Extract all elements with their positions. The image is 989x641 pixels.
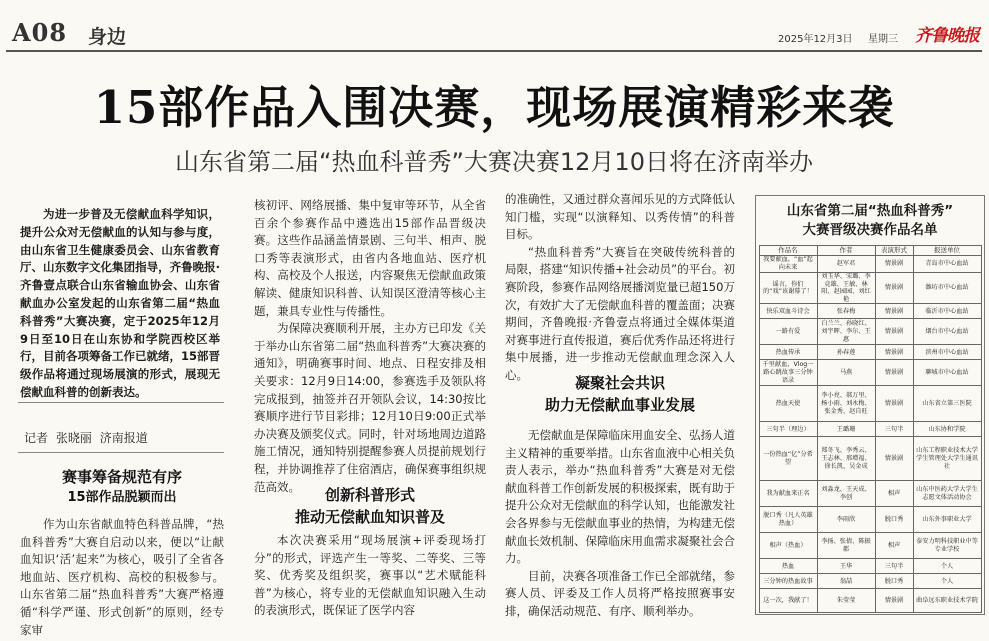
article-column-c xyxy=(505,191,735,385)
cell-work: 热血传承 xyxy=(759,345,817,360)
table-row xyxy=(759,533,981,559)
table-row xyxy=(759,386,981,422)
weekday: 星期三 xyxy=(868,34,898,45)
cell-form: 情景剧 xyxy=(875,345,913,360)
top-rule xyxy=(6,50,982,52)
cell-author: 刘淼龙、王天成、李创 xyxy=(817,481,875,507)
byline-reporter: 张晓丽 xyxy=(55,431,92,445)
header-work: 作品名 xyxy=(759,246,817,256)
cell-work: 谣言，你们的“戏”该谢幕了！ xyxy=(759,273,817,304)
cell-author: 郑冬飞、李秀云、王志林、邢增福、徐长凯、吴金成 xyxy=(817,437,875,481)
finalist-list-title xyxy=(756,202,984,240)
lead-paragraph xyxy=(20,206,220,402)
cell-form: 三句半 xyxy=(875,422,913,437)
table-row xyxy=(759,422,981,437)
section-2-title: 创新科普形式 xyxy=(324,486,415,504)
cell-form: 情景剧 xyxy=(875,360,913,386)
cell-author: 马燕 xyxy=(817,360,875,386)
cell-form: 情景剧 xyxy=(875,256,913,273)
cell-form: 脱口秀 xyxy=(875,574,913,589)
cell-work: 我要献血，“血”起向未来 xyxy=(759,256,817,273)
cell-form: 情景剧 xyxy=(875,319,913,345)
cell-author: 李小亮、郝万里、杨小雨、刘永梅、张金秀、赵自旺 xyxy=(817,386,875,422)
cell-work: 我为献血来正名 xyxy=(759,481,817,507)
cell-author: 王璐珊 xyxy=(817,422,875,437)
cell-unit: 山东中医药大学大学生志愿文体活动协会 xyxy=(913,481,981,507)
lead-rule xyxy=(18,402,224,403)
table-row xyxy=(759,589,981,613)
section-1-subtitle: 15部作品脱颖而出 xyxy=(67,490,177,505)
cell-work: 快乐双血斗诗会 xyxy=(759,304,817,319)
column-b-paragraph-1: 核初评、网络展播、集中复审等环节，从全省百余个参赛作品中遴选出15部作品晋级决赛。这些作品涵盖情景剧、三句半、相声、脱口秀等表演形式，由省内各地血站、医疗机构、高校及个人报送，内容聚焦无偿献血政策解读、健康知识科普、认知误区澄清等核心主题，兼具专业性与传播性。 xyxy=(254,198,486,318)
cell-form: 情景剧 xyxy=(875,273,913,304)
header-form: 表演形式 xyxy=(875,246,913,256)
cell-form: 情景剧 xyxy=(875,304,913,319)
finalist-list-title-line-2: 大赛晋级决赛作品名单 xyxy=(802,222,938,238)
byline-rule xyxy=(18,452,224,453)
cell-work: 脱口秀（凡人英雄热血） xyxy=(759,507,817,533)
finalist-list-title-line-1: 山东省第二届“热血科普秀” xyxy=(786,203,954,219)
masthead xyxy=(6,4,984,56)
cell-unit: 山东外事职业大学 xyxy=(913,507,981,533)
cell-author: 孙春莲 xyxy=(817,345,875,360)
section-heading-3 xyxy=(505,372,735,416)
cell-work: 热血天使 xyxy=(759,386,817,422)
newspaper-logo: 齐鲁晚报 xyxy=(915,26,979,46)
cell-author: 赵军君 xyxy=(817,256,875,273)
article-column-b xyxy=(254,197,486,496)
subheadline: 山东省第二届“热血科普秀”大赛决赛12月10日将在济南举办 xyxy=(175,148,813,176)
article-column-b-continued xyxy=(254,532,486,620)
section-heading-2 xyxy=(254,484,486,528)
cell-work: 一路有爱 xyxy=(759,319,817,345)
cell-work: 热血 xyxy=(759,559,817,574)
table-row xyxy=(759,481,981,507)
cell-form: 相声 xyxy=(875,481,913,507)
section-3-title: 凝聚社会共识 xyxy=(574,374,665,392)
cell-unit: 泰安力明科技职业中等专业学校 xyxy=(913,533,981,559)
byline-prefix: 记者 xyxy=(24,431,49,445)
byline-location: 济南报道 xyxy=(99,431,148,445)
byline xyxy=(20,429,148,446)
headline: 15部作品入围决赛，现场展演精彩来袭 xyxy=(93,81,895,134)
cell-work: 三分钟的热血故事 xyxy=(759,574,817,589)
table-row xyxy=(759,304,981,319)
table-row xyxy=(759,437,981,481)
table-row xyxy=(759,273,981,304)
cell-form: 情景剧 xyxy=(875,386,913,422)
cell-form: 相声 xyxy=(875,533,913,559)
lead-text: 为进一步普及无偿献血科学知识，提升公众对无偿献血的认知与参与度，由山东省卫生健康委员会、山东省教育厅、山东数字文化集团指导，齐鲁晚报·齐鲁壹点联合山东省输血协会、山东省献血办公室发起的山东省第二届“热血科普秀”大赛决赛，定于2025年12月9日至10日在山东协和学院西校区举行，目前各项筹备工作已就绪，15部晋级作品将通过现场展演的形式，展现无偿献血科普的创新表达。 xyxy=(20,207,221,399)
header-author: 作者 xyxy=(817,246,875,256)
cell-author: 张春梅 xyxy=(817,304,875,319)
cell-author: 李雨欣 xyxy=(817,507,875,533)
finalist-list-box xyxy=(755,195,985,615)
table-row xyxy=(759,345,981,360)
cell-work: 一份热血“亿”分希望 xyxy=(759,437,817,481)
cell-author: 朱莹莹 xyxy=(817,589,875,613)
table-row xyxy=(759,256,981,273)
finalist-table xyxy=(759,245,982,613)
cell-form: 情景剧 xyxy=(875,437,913,481)
cell-author: 刘玉华、宋璐、李竞雄、王敏、林阳、赵园园、刘红艳 xyxy=(817,273,875,304)
column-a-text: 作为山东省献血特色科普品牌，“热血科普秀”大赛自启动以来，便以“让献血知识‘活’起来”为核心，吸引了全省各地血站、医疗机构、高校的积极参与。山东省第二届“热血科普秀”大赛严格遵循“科学严谨、形式创新”的原则，经专家审 xyxy=(20,517,224,637)
cell-unit: 临沂市中心血站 xyxy=(913,304,981,319)
section-heading-1 xyxy=(20,466,224,508)
cell-author: 翁喆 xyxy=(817,574,875,589)
cell-unit: 青岛市中心血站 xyxy=(913,256,981,273)
header-unit: 报送单位 xyxy=(913,246,981,256)
cell-unit: 个人 xyxy=(913,574,981,589)
table-row xyxy=(759,507,981,533)
column-c-paragraph-2: “热血科普秀”大赛旨在突破传统科普的局限，搭建“知识传播+社会动员”的平台。初赛阶段，参赛作品网络展播浏览量已超150万次，有效扩大了无偿献血科普的覆盖面；决赛期间，齐鲁晚报·齐鲁壹点将通过全媒体渠道对赛事进行直传报道，赛后优秀作品还将进行集中展播，进一步推动无偿献血理念深入人心。 xyxy=(505,244,735,382)
cell-work: 三句半（理边） xyxy=(759,422,817,437)
column-b-paragraph-2: 为保障决赛顺利开展，主办方已印发《关于举办山东省第二届“热血科普秀”大赛决赛的通知》，明确赛事时间、地点、日程安排及相关要求：12月9日14:00，参赛选手及领队将完成报到，抽签并召开领队会议，14:30按比赛顺序进行节目彩排；12月10日9:00正式举办决赛及颁奖仪式。同时，针对场地周边道路施工情况，通知特别提醒参赛人员提前规划行程，并协调推荐了住宿酒店，确保赛事组织规范高效。 xyxy=(254,321,486,494)
date: 2025年12月3日 xyxy=(778,34,853,45)
section-1-title: 赛事筹备规范有序 xyxy=(61,468,182,486)
cell-unit: 聊城市中心血站 xyxy=(913,360,981,386)
table-header-row xyxy=(759,246,981,256)
cell-work: 这一次，我献了！ xyxy=(759,589,817,613)
cell-author: 白兰兰、孙晓红、刘宇晖、李尔、王惠 xyxy=(817,319,875,345)
cell-work: 千里献血，Vlog一路心跳故事三分钟语录 xyxy=(759,360,817,386)
cell-form: 三句半 xyxy=(875,559,913,574)
cell-author: 李扬、张倩、陈振都 xyxy=(817,533,875,559)
column-c-paragraph-4: 目前，决赛各项准备工作已全部就绪，参赛人员、评委及工作人员将严格按照赛事安排，确保活动规范、有序、顺利举办。 xyxy=(505,568,735,618)
cell-unit: 曲阜远东职业技术学院 xyxy=(913,589,981,613)
cell-unit: 山东省立第三医院 xyxy=(913,386,981,422)
cell-unit: 山东工程职业技术大学学生管理处大学生通讯社 xyxy=(913,437,981,481)
cell-form: 情景剧 xyxy=(875,589,913,613)
table-row xyxy=(759,360,981,386)
section-2-subtitle: 推动无偿献血知识普及 xyxy=(294,508,445,526)
cell-work: 相声（热血） xyxy=(759,533,817,559)
table-row xyxy=(759,319,981,345)
page-code: A08 xyxy=(12,18,68,47)
article-column-a xyxy=(20,516,224,639)
cell-unit: 山东协和学院 xyxy=(913,422,981,437)
cell-unit: 个人 xyxy=(913,559,981,574)
section-name: 身边 xyxy=(88,26,127,48)
article-column-c-continued xyxy=(505,427,735,621)
column-c-paragraph-1: 的准确性，又通过群众喜闻乐见的方式降低认知门槛，实现“以演释知、以秀传情”的科普目标。 xyxy=(505,192,735,242)
cell-author: 王华 xyxy=(817,559,875,574)
column-b-paragraph-3: 本次决赛采用“现场展演+评委现场打分”的形式，评选产生一等奖、二等奖、三等奖、优秀奖及组织奖，赛事以“艺术赋能科普”为核心，将专业的无偿献血知识融入生动的表演形式，既保证了医学内容 xyxy=(254,533,486,618)
table-row xyxy=(759,574,981,589)
cell-form: 脱口秀 xyxy=(875,507,913,533)
section-3-subtitle: 助力无偿献血事业发展 xyxy=(544,396,695,414)
column-c-paragraph-3: 无偿献血是保障临床用血安全、弘扬人道主义精神的重要举措。山东省血液中心相关负责人表示，举办“热血科普秀”大赛是对无偿献血科普工作创新发展的积极探索，既有助于提升公众对无偿献血的科学认知，也能激发社会各界参与无偿献血事业的热情，为构建无偿献血长效机制、保障临床用血需求凝聚社会合力。 xyxy=(505,428,735,566)
cell-unit: 烟台市中心血站 xyxy=(913,319,981,345)
finalist-table-body xyxy=(759,256,981,613)
table-row xyxy=(759,559,981,574)
cell-unit: 潍坊市中心血站 xyxy=(913,273,981,304)
cell-unit: 滨州市中心血站 xyxy=(913,345,981,360)
